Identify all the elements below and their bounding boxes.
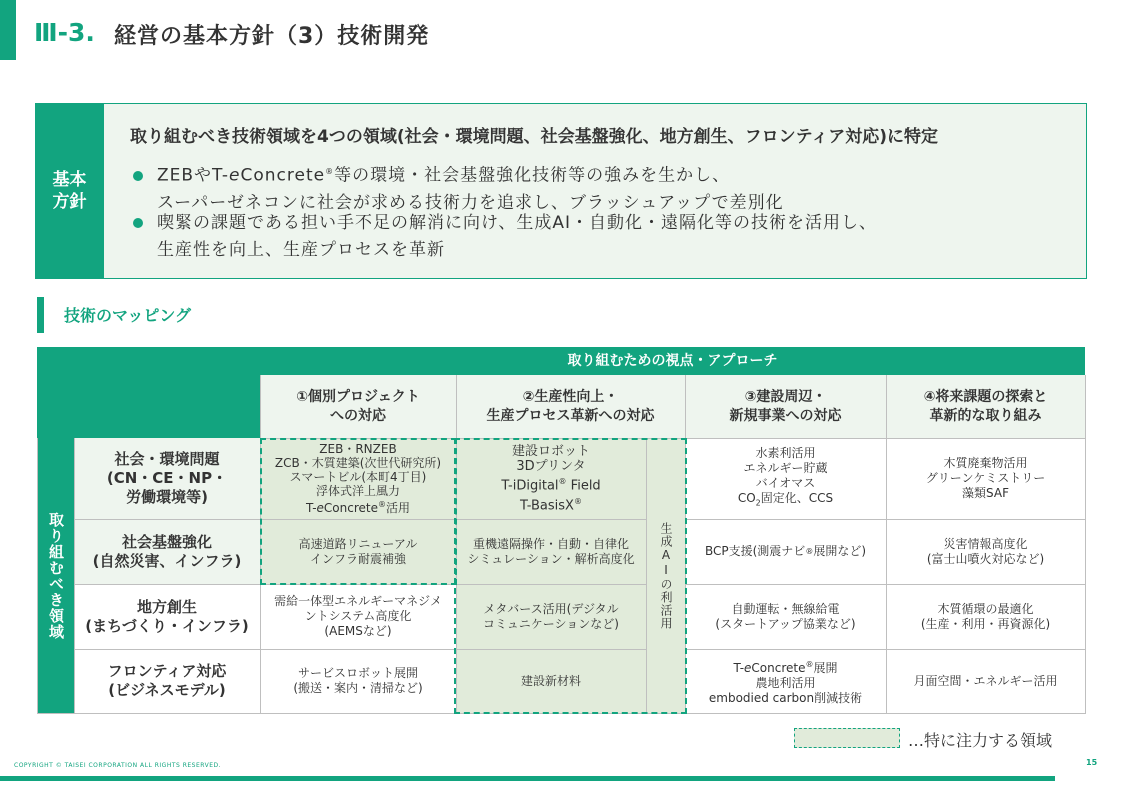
approach-header: 取り組むための視点・アプローチ: [260, 347, 1085, 375]
legend-swatch: [794, 728, 900, 748]
cell-r3-c1: 需給一体型エネルギーマネジメ ントシステム高度化 (AEMSなど): [274, 594, 442, 638]
policy-bullet-2: 喫緊の課題である担い手不足の解消に向け、生成AI・自動化・遠隔化等の技術を活用し、 生産性を向上、生産プロセスを革新: [133, 210, 877, 264]
grid-line: [260, 438, 1085, 439]
row-header-4: フロンティア対応 (ビジネスモデル): [107, 662, 227, 699]
row-header-1: 社会・環境問題 (CN・CE・NP・ 労働環境等): [74, 438, 260, 519]
cell-r4-c4: 月面空間・エネルギー活用: [913, 673, 1058, 688]
grid-line: [646, 438, 647, 713]
grid-line: [74, 584, 646, 585]
grid-line: [74, 519, 646, 520]
table-corner: [37, 347, 260, 438]
legend-text: …特に注力する領域: [908, 731, 1053, 750]
cell-r1-c2: 建設ロボット 3Dプリンタ T-iDigital® Field T-BasisX®: [456, 438, 646, 519]
column-header-1: ①個別プロジェクト への対応: [260, 375, 456, 438]
grid-line: [456, 375, 457, 713]
policy-heading: 取り組むべき技術領域を4つの領域(社会・環境問題、社会基盤強化、地方創生、フロンティア対応)に特定: [130, 127, 939, 147]
copyright: COPYRIGHT © TAISEI CORPORATION ALL RIGHTS RESERVED.: [14, 762, 222, 769]
cell-r4-c3: T-eConcrete®展開 農地利活用 embodied carbon削減技術: [708, 659, 863, 705]
cell-r4-c2: 建設新材料: [456, 649, 646, 713]
column-header-2: ②生産性向上・ 生産プロセス革新への対応: [456, 375, 685, 438]
grid-line: [37, 713, 1086, 714]
grid-line: [685, 519, 1085, 520]
column-header-3: ③建設周辺・ 新規事業への対応: [685, 375, 886, 438]
section-number: Ⅲ-3.: [34, 18, 95, 47]
grid-line: [685, 649, 1085, 650]
header-accent-bar: [0, 0, 16, 60]
cell-r1-c1: ZEB・RNZEB ZCB・木質建築(次世代研究所) スマートビル(本町4丁目) 浮体式洋上風力 T-eConcrete®活用: [260, 438, 456, 519]
cell-r2-c2: 重機遠隔操作・自動・自律化 シミュレーション・解析高度化: [456, 519, 646, 584]
cell-r4-c1: サービスロボット展開 (搬送・案内・清掃など): [293, 666, 423, 695]
column-header-4: ④将来課題の探索と 革新的な取り組み: [886, 375, 1085, 438]
row-header-3: 地方創生 (まちづくり・インフラ): [85, 597, 249, 635]
cell-r2-c4: 災害情報高度化 (富士山噴火対応など): [926, 536, 1045, 566]
cell-r3-c3: 自動運転・無線給電 (スタートアップ協業など): [715, 601, 856, 631]
axis-label: 取り組むべき領域: [37, 438, 74, 713]
cell-r3-c4: 木質循環の最適化 (生産・利用・再資源化): [920, 601, 1051, 631]
grid-line: [37, 438, 38, 713]
section-title: 技術のマッピング: [64, 306, 192, 325]
row-header-2: 社会基盤強化 (自然災害、インフラ): [74, 519, 260, 584]
grid-line: [74, 649, 646, 650]
grid-line: [685, 375, 686, 713]
page-number: 15: [1086, 758, 1098, 767]
grid-line: [685, 584, 1085, 585]
cell-r1-c4: 木質廃棄物活用 グリーンケミストリー 藻類SAF: [925, 456, 1046, 500]
ai-utilization-column: 生成AIの利活用: [646, 438, 685, 713]
footer-bar: [0, 776, 1055, 781]
cell-r3-c2: メタバース活用(デジタル コミュニケーションなど): [456, 584, 646, 649]
policy-tab-label: 基本 方針: [35, 103, 104, 279]
grid-line: [886, 375, 887, 713]
policy-bullet-1: ZEBやT-eConcrete®等の環境・社会基盤強化技術等の強みを生かし、 スーパーゼネコンに社会が求める技術力を追求し、ブラッシュアップで差別化: [133, 158, 784, 217]
cell-r1-c3: 水素利活用 エネルギー貯蔵 バイオマス $CO_2$固定化、CCS: [737, 446, 834, 508]
cell-r2-c1: 高速道路リニューアル インフラ耐震補強: [260, 519, 456, 584]
grid-line: [1085, 375, 1086, 713]
cell-r2-c3: BCP支援(測震ナビ ® 展開など): [704, 544, 866, 558]
bullet-dot-icon: [133, 218, 143, 228]
section-accent-bar: [37, 297, 44, 333]
grid-line: [260, 375, 261, 713]
page-title: 経営の基本方針（3）技術開発: [114, 24, 430, 49]
grid-line: [74, 438, 75, 713]
bullet-dot-icon: [133, 171, 143, 181]
